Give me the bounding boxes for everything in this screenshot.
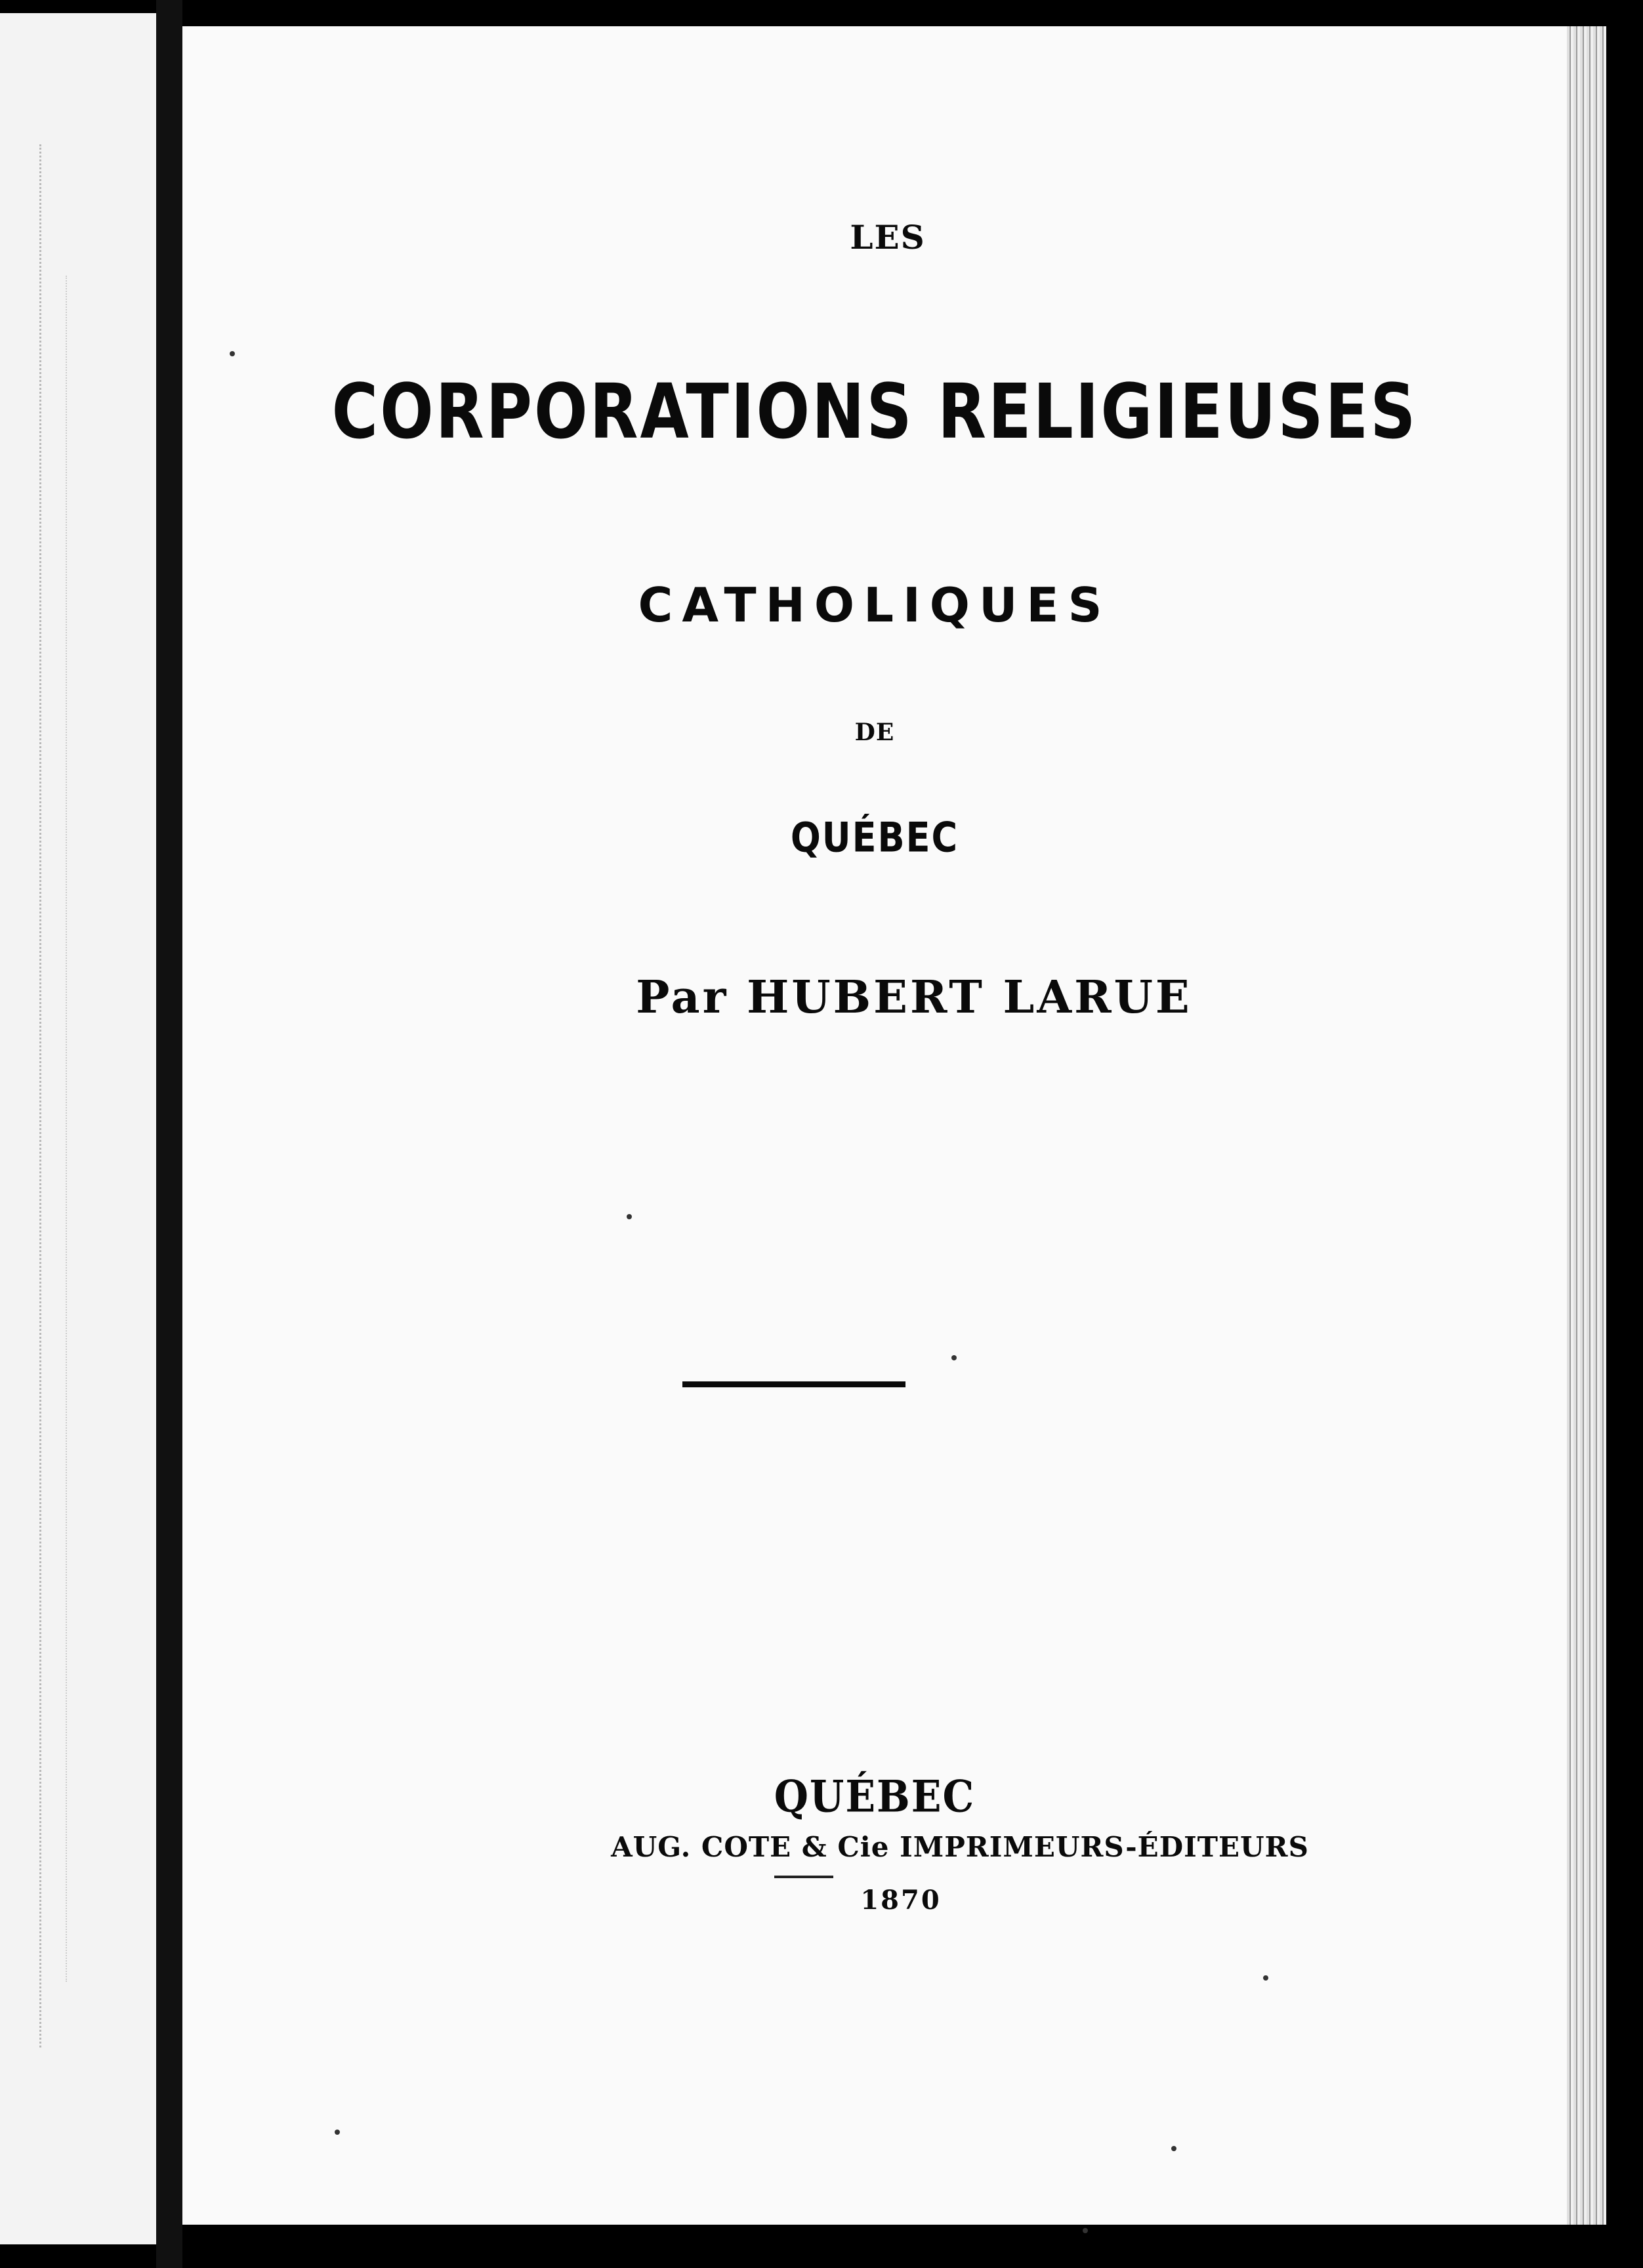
left-facing-page-edge [0, 13, 160, 2244]
title-line-quebec: QUÉBEC [790, 814, 959, 862]
left-page-torn-edge [39, 144, 54, 2048]
ink-speck [230, 351, 235, 356]
imprint-rule [774, 1876, 833, 1878]
subtitle-catholiques: CATHOLIQUES [638, 578, 1112, 633]
title-line-les: LES [850, 218, 926, 257]
imprint-year: 1870 [860, 1885, 942, 1916]
ink-speck [335, 2130, 340, 2135]
ink-speck [1171, 2146, 1176, 2151]
ink-speck [951, 1355, 957, 1360]
imprint-city: QUÉBEC [774, 1772, 976, 1822]
scan-border-right [1606, 0, 1643, 2268]
left-page-inner-edge [66, 276, 73, 1982]
book-gutter [156, 0, 182, 2268]
decorative-rule [682, 1381, 905, 1387]
imprint-printer: AUG. COTE & Cie IMPRIMEURS-ÉDITEURS [611, 1831, 1309, 1863]
ink-speck [627, 1214, 632, 1219]
ink-speck [1263, 1975, 1268, 1981]
author-line: Par HUBERT LARUE [636, 971, 1192, 1024]
main-title: CORPORATIONS RELIGIEUSES [331, 368, 1418, 456]
title-line-de: DE [854, 719, 895, 746]
ink-speck [1083, 2228, 1088, 2233]
